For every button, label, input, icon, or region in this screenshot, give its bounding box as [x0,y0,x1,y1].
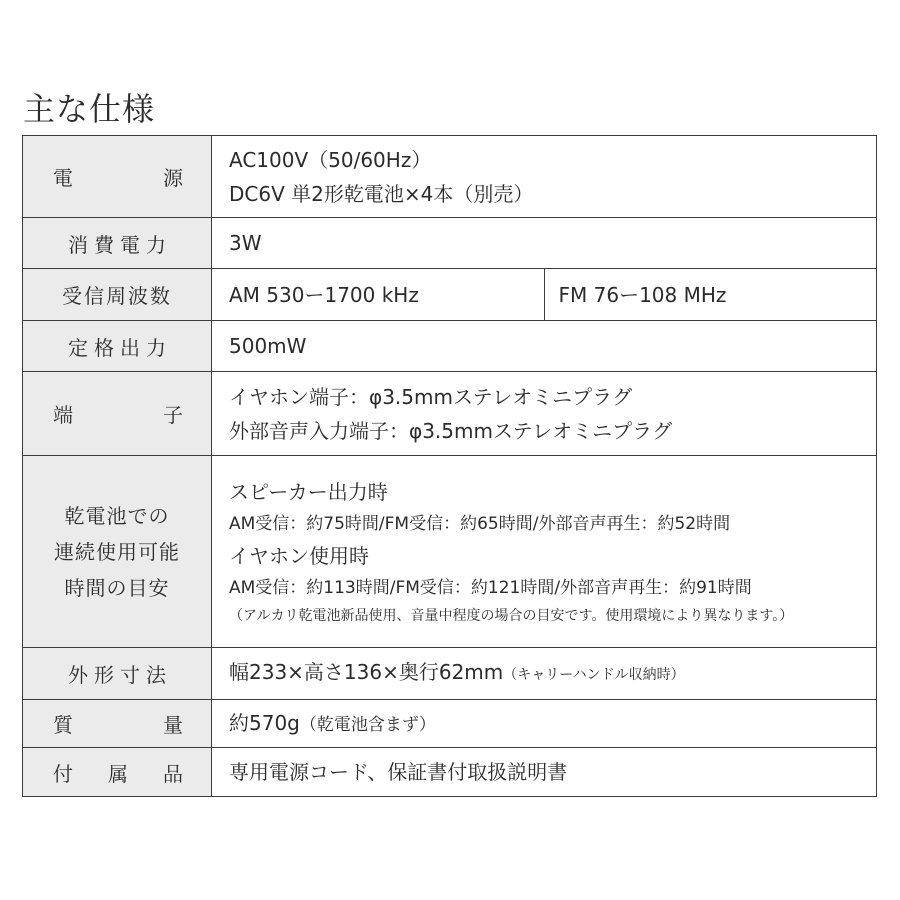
dimensions-main: 幅233×高さ136×奥行62mm [229,660,504,684]
label-power-source [23,136,212,218]
value-line: イヤホン端子：φ3.5mmステレオミニプラグ [229,384,633,409]
battery-note: （アルカリ乾電池新品使用、音量中程度の場合の目安です。使用環境により異なります。） [229,607,794,624]
value-weight [212,700,877,748]
row-weight [23,700,877,748]
row-accessories [23,748,877,797]
spec-table [22,135,877,797]
label-line: 時間の目安 [64,575,170,600]
speaker-detail: AM受信：約75時間/FM受信：約65時間/外部音声再生：約52時間 [229,513,731,534]
row-battery-life [23,456,877,648]
value-line: AC100V（50/60Hz） [229,147,432,172]
label-char: 質 [53,713,73,737]
earphone-heading: イヤホン使用時 [229,543,369,568]
label-accessories [23,748,212,797]
label-rated-output: 定格出力 [23,321,212,372]
label-power-consumption: 消費電力 [23,218,212,269]
value-terminals [212,372,877,456]
row-power-consumption [23,218,877,269]
label-weight [23,700,212,748]
label-terminals [23,372,212,456]
label-line: 連続使用可能 [54,539,180,564]
page-title: 主な仕様 [23,90,156,128]
label-char: 電 [53,166,73,190]
value-dimensions [212,648,877,700]
earphone-detail: AM受信：約113時間/FM受信：約121時間/外部音声再生：約91時間 [229,577,752,598]
label-char: 端 [53,403,73,427]
row-frequency [23,269,877,321]
label-dimensions: 外形寸法 [23,648,212,700]
value-accessories: 専用電源コード、保証書付取扱説明書 [212,748,877,797]
speaker-heading: スピーカー出力時 [229,479,388,504]
label-char: 子 [163,403,183,427]
label-char: 属 [108,761,128,786]
dimensions-note: （キャリーハンドル収納時） [503,667,685,683]
value-power-consumption: 3W [212,218,877,269]
label-frequency: 受信周波数 [23,269,212,321]
label-char: 付 [53,761,73,786]
label-battery-life [23,456,212,648]
label-char: 源 [163,166,183,190]
value-frequency-fm: FM 76ー108 MHz [544,269,877,321]
value-frequency-am: AM 530ー1700 kHz [212,269,545,321]
row-power-source [23,136,877,218]
value-power-source [212,136,877,218]
row-rated-output [23,321,877,372]
value-battery-life [212,456,877,648]
label-line: 乾電池での [64,503,170,528]
value-line: 外部音声入力端子：φ3.5mmステレオミニプラグ [229,418,673,443]
weight-note: （乾電池含まず） [299,714,436,735]
row-dimensions [23,648,877,700]
value-line: DC6V 単2形乾電池×4本（別売） [229,181,534,206]
label-char: 品 [163,761,183,786]
value-rated-output: 500mW [212,321,877,372]
label-char: 量 [163,713,183,737]
weight-main: 約570g [229,710,300,735]
row-terminals [23,372,877,456]
